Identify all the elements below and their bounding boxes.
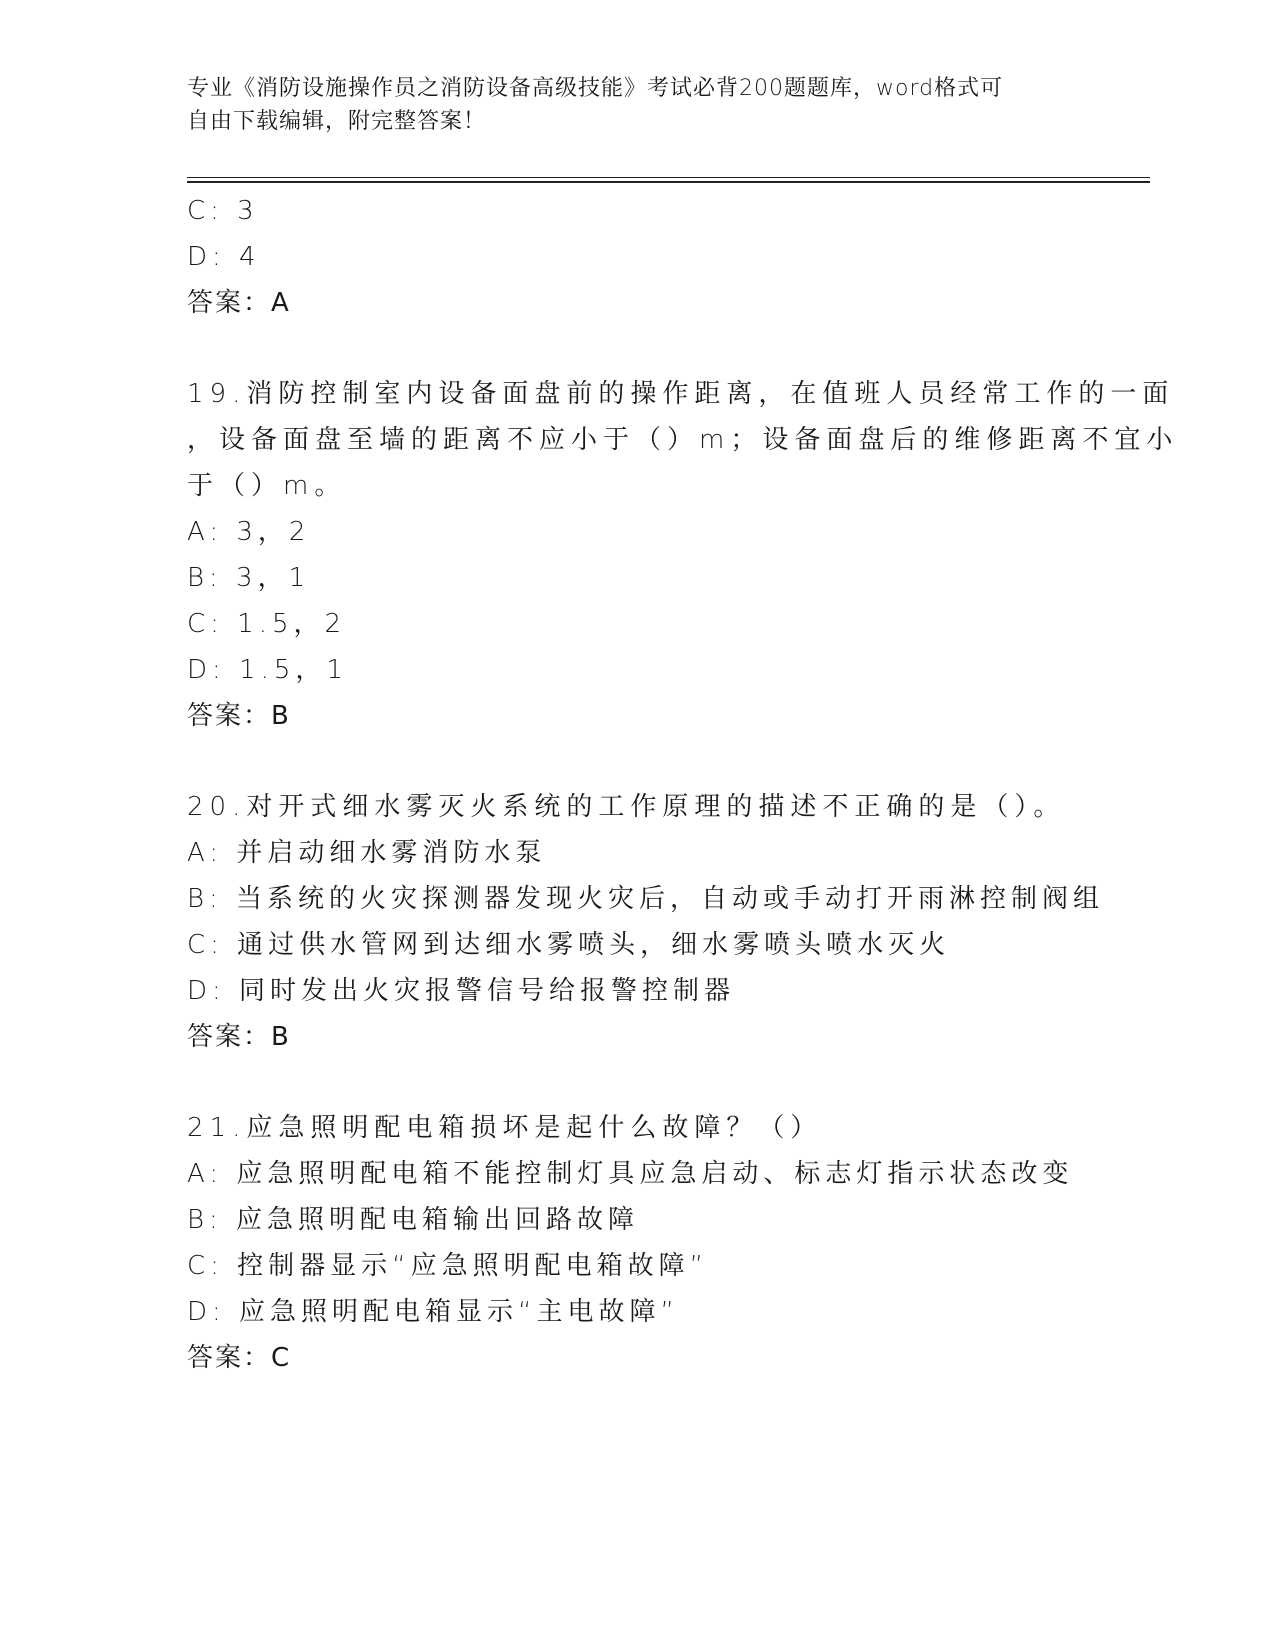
question-stem: 于（）m。 [187,471,347,501]
header-line-2: 自由下载编辑，附完整答案！ [187,109,487,134]
option-d: D: 同时发出火灾报警信号给报警控制器 [187,976,736,1006]
answer-line: 答案：C [187,1343,292,1373]
option-c: C: 1.5，2 [187,609,347,639]
header-divider-thin [187,177,1150,178]
option-d: D: 1.5，1 [187,655,348,685]
option-b: B: 当系统的火灾探测器发现火灾后，自动或手动打开雨淋控制阀组 [187,884,1105,914]
answer-line: 答案：A [187,288,291,318]
answer-line: 答案：B [187,701,291,731]
header-line-1: 专业《消防设施操作员之消防设备高级技能》考试必背200题题库，word格式可 [187,76,1004,101]
option-a: A: 并启动细水雾消防水泵 [187,838,547,868]
header-divider-thick [187,181,1150,183]
option-c: C: 通过供水管网到达细水雾喷头，细水雾喷头喷水灭火 [187,930,951,960]
option-a: A: 应急照明配电箱不能控制灯具应急启动、标志灯指示状态改变 [187,1159,1074,1189]
question-stem: 19.消防控制室内设备面盘前的操作距离，在值班人员经常工作的一面 [187,379,1175,409]
question-19 [187,371,1179,739]
option-b: B: 应急照明配电箱输出回路故障 [187,1205,640,1235]
document-header [187,72,1067,138]
spacer [187,1060,1087,1105]
option-d: D: 应急照明配电箱显示“主电故障” [187,1297,679,1327]
question-content [187,188,1179,1381]
spacer [187,739,1087,784]
option-a: A: 3，2 [187,517,311,547]
question-stem: 21.应急照明配电箱损坏是起什么故障？（） [187,1113,823,1143]
answer-line: 答案：B [187,1022,291,1052]
option-c: C: 控制器显示“应急照明配电箱故障” [187,1251,709,1281]
option-c: C: 3 [187,196,259,226]
spacer [187,326,1087,371]
question-stem: ，设备面盘至墙的距离不应小于（）m；设备面盘后的维修距离不宜小 [187,425,1179,455]
question-20 [187,784,1105,1060]
option-d: D: 4 [187,242,261,272]
question-21 [187,1105,1087,1381]
question-stem: 20.对开式细水雾灭火系统的工作原理的描述不正确的是（）。 [187,792,1066,822]
option-b: B: 3，1 [187,563,311,593]
